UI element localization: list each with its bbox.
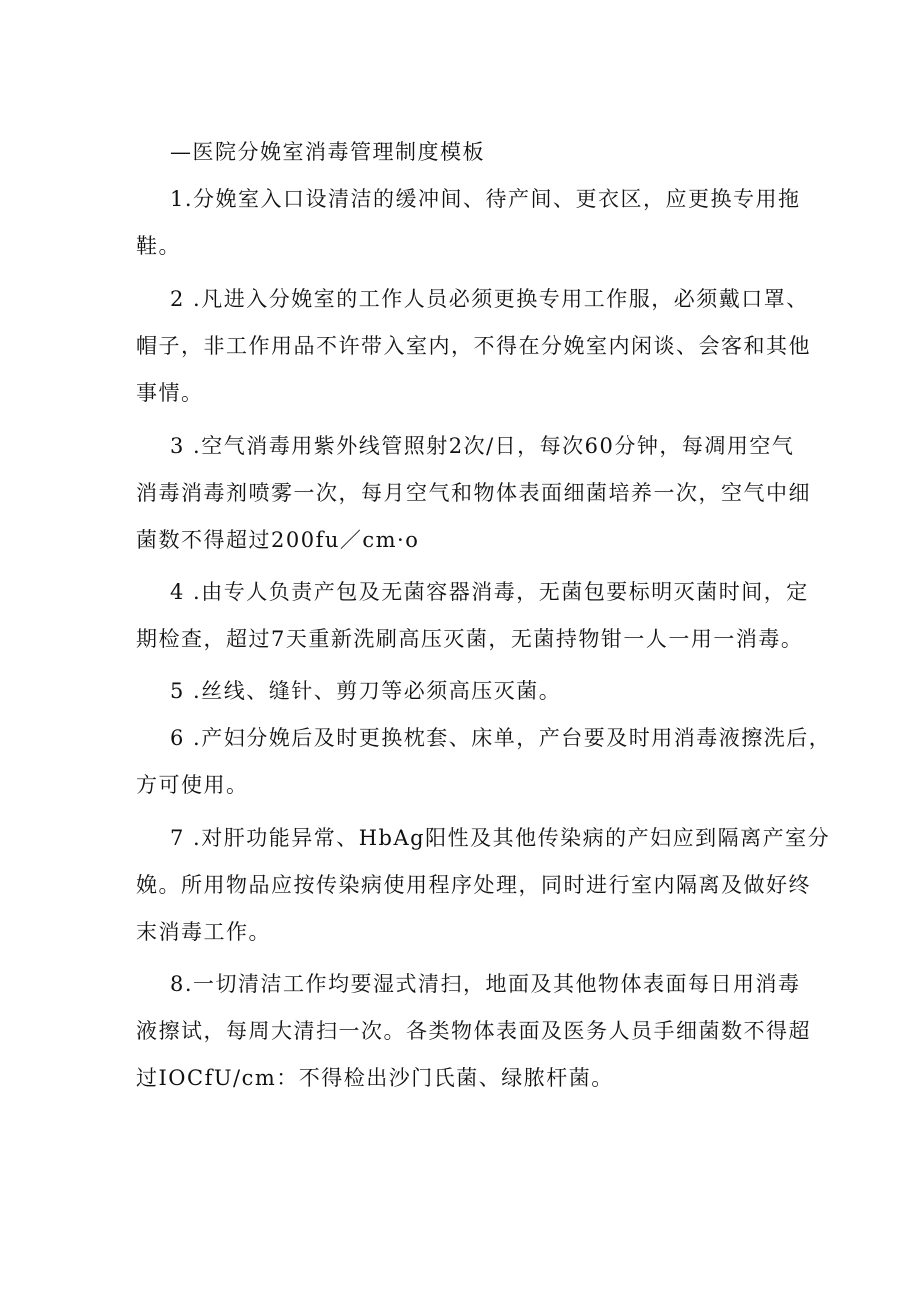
rule-4-line-1: 4 .由专人负责产包及无菌容器消毒，无菌包要标明灭菌时间，定 [170, 580, 809, 604]
rule-6-line-2: 方可使用。 [136, 773, 249, 797]
rule-4-line-2: 期检查，超过7天重新洗刷高压灭菌，无菌持物钳一人一用一消毒。 [136, 627, 804, 651]
rule-8-line-1: 8.一切清洁工作均要湿式清扫，地面及其他物体表面每日用消毒 [170, 972, 801, 996]
rule-8-line-3: 过IOCfU/cm：不得检出沙门氏菌、绿脓杆菌。 [136, 1066, 614, 1090]
rule-8-line-2: 液擦试，每周大清扫一次。各类物体表面及医务人员手细菌数不得超 [136, 1019, 811, 1043]
rule-7-line-2: 娩。所用物品应按传染病使用程序处理，同时进行室内隔离及做好终 [136, 873, 811, 897]
rule-6-line-1: 6 .产妇分娩后及时更换枕套、床单，产台要及时用消毒液擦洗后， [170, 726, 832, 750]
rule-1-line-1: 1.分娩室入口设清洁的缓冲间、待产间、更衣区，应更换专用拖 [170, 187, 801, 211]
rule-5-line-1: 5 .丝线、缝针、剪刀等必须高压灭菌。 [170, 679, 562, 703]
rule-2-line-2: 帽子，非工作用品不许带入室内，不得在分娩室内闲谈、会客和其他 [136, 334, 811, 358]
rule-1-line-2: 鞋。 [136, 234, 181, 258]
rule-7-line-1: 7 .对肝功能异常、HbAg阳性及其他传染病的产妇应到隔离产室分 [170, 826, 831, 850]
rule-3-line-1: 3 .空气消毒用紫外线管照射2次/日，每次60分钟，每凋用空气 [170, 434, 795, 458]
rule-2-line-1: 2 .凡进入分娩室的工作人员必须更换专用工作服，必须戴口罩、 [170, 287, 809, 311]
rule-3-line-2: 消毒消毒剂喷雾一次，每月空气和物体表面细菌培养一次，空气中细 [136, 481, 811, 505]
document-title: —医院分娩室消毒管理制度模板 [170, 140, 485, 164]
rule-2-line-3: 事情。 [136, 381, 204, 405]
rule-3-line-3: 菌数不得超过200fu／cm·o [136, 528, 420, 552]
rule-7-line-3: 末消毒工作。 [136, 920, 271, 944]
